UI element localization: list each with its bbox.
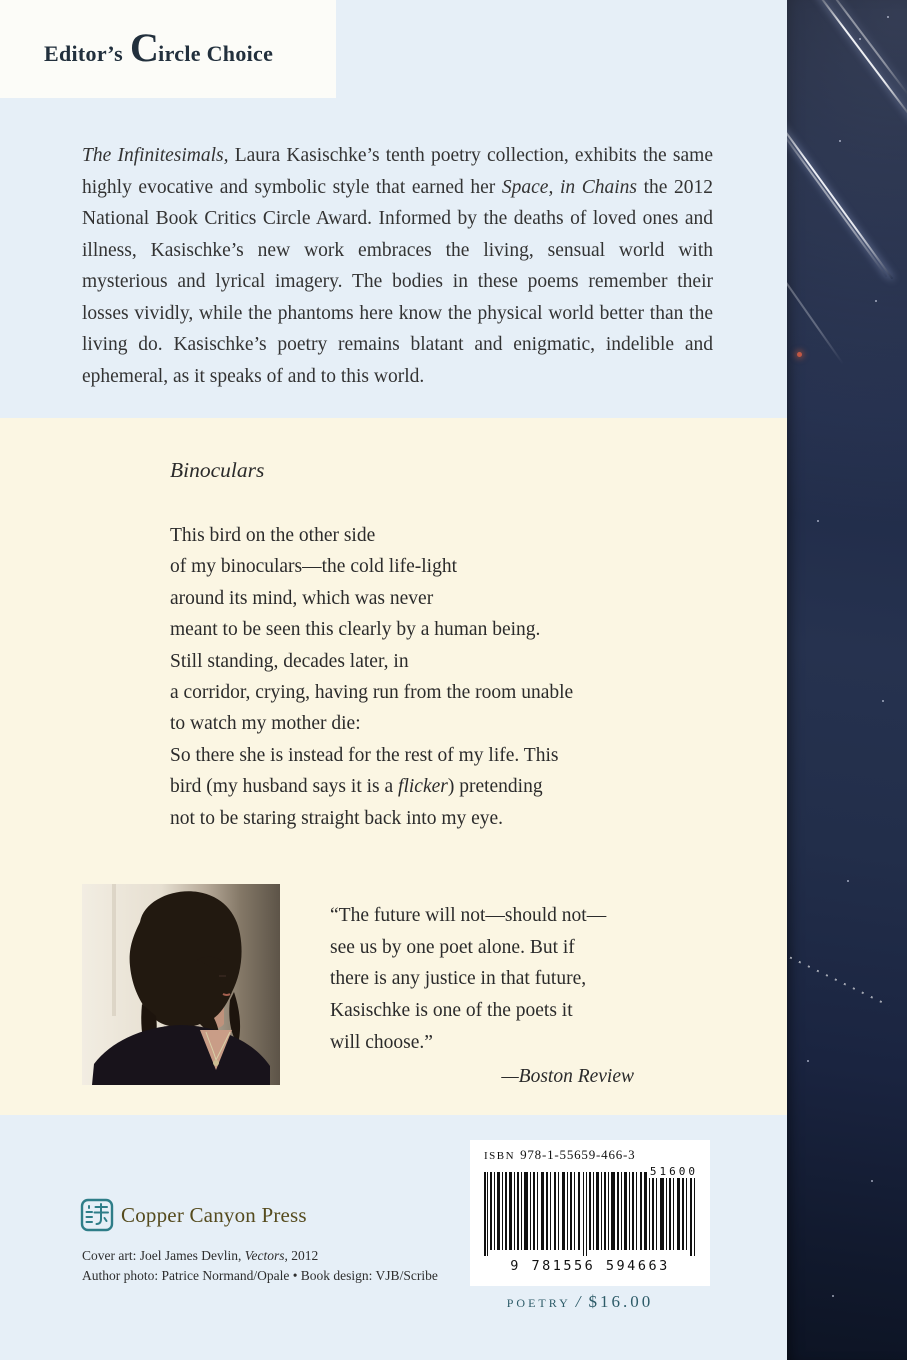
poem-section xyxy=(0,418,787,1115)
badge-big-c: C xyxy=(129,24,160,70)
book-blurb xyxy=(82,140,713,392)
poem-line: around its mind, which was never xyxy=(170,587,434,609)
price-separator: / xyxy=(575,1292,584,1311)
poem-line-italic: flicker xyxy=(398,776,448,798)
review-quote xyxy=(330,900,652,1092)
press-seal-icon xyxy=(80,1198,114,1232)
poem-line: to watch my mother die: xyxy=(170,713,361,735)
publisher xyxy=(80,1198,307,1232)
isbn-value: 978-1-55659-466-3 xyxy=(520,1147,636,1162)
quote-line: “The future will not—should not— xyxy=(330,905,607,926)
credit-line-photo-design: Author photo: Patrice Normand/Opale • Book design: VJB/Scribe xyxy=(82,1267,438,1283)
isbn-line xyxy=(470,1140,710,1163)
badge-word-2: ircle Choice xyxy=(158,40,274,66)
poem-line: of my binoculars—the cold life-light xyxy=(170,556,458,578)
quote-line: there is any justice in that future, xyxy=(330,968,587,990)
blurb-award-italic: Space, in Chains xyxy=(501,176,637,198)
star-dot xyxy=(832,1295,834,1297)
star-dot xyxy=(882,700,884,702)
editors-circle-badge xyxy=(0,0,336,98)
credit-line-cover-art xyxy=(82,1246,438,1266)
dotted-light-trail xyxy=(787,952,889,1006)
star-dot xyxy=(859,38,861,40)
barcode-number: 9 781556 594663 xyxy=(510,1258,670,1274)
poem-title: Binoculars xyxy=(170,458,265,482)
night-sky-strip xyxy=(787,0,907,1360)
star-dot xyxy=(875,300,877,302)
poem-line-segment: bird (my husband says it is a xyxy=(170,776,399,798)
blurb-title-italic: The Infinitesimals, xyxy=(82,145,229,166)
poem-line: This bird on the other side xyxy=(170,525,376,546)
poem-body xyxy=(170,520,573,834)
poem-line: Still standing, decades later, in xyxy=(170,650,409,672)
quote-line: Kasischke is one of the poets it xyxy=(330,1000,573,1022)
top-section xyxy=(0,0,787,418)
poem-line: not to be staring straight back into my eye. xyxy=(170,807,504,829)
poem-line: a corridor, crying, having run from the room unable xyxy=(170,682,574,704)
light-streak xyxy=(812,0,907,123)
isbn-label: ISBN xyxy=(484,1150,516,1162)
quote-attribution: —Boston Review xyxy=(501,1065,634,1087)
quote-line: will choose.” xyxy=(330,1031,433,1053)
star-dot xyxy=(817,520,819,522)
star-dot xyxy=(839,140,841,142)
poem-line: So there she is instead for the rest of my life. This xyxy=(170,744,559,766)
category-label: poetry xyxy=(506,1292,571,1311)
author-photo xyxy=(82,884,280,1085)
blurb-segment: Laura Kasischke’s tenth poetry collection, exhibits the same highly evocative and symbolic style that earned her xyxy=(82,145,713,198)
credits xyxy=(82,1246,438,1285)
badge-word-1: Editor’s xyxy=(44,40,123,66)
red-light-dot xyxy=(797,352,802,357)
poem-line xyxy=(170,771,573,802)
category-price xyxy=(460,1292,700,1312)
quote-line: see us by one poet alone. But if xyxy=(330,936,575,958)
star-dot xyxy=(871,1180,873,1182)
light-streak xyxy=(787,240,844,364)
star-dot xyxy=(847,880,849,882)
author-photo-image xyxy=(82,884,280,1085)
poem-line-segment: ) pretending xyxy=(447,776,543,798)
credit-segment: Cover art: Joel James Devlin, xyxy=(82,1248,245,1263)
credit-artwork-title: Vectors xyxy=(244,1248,285,1263)
barcode-price-code: 51600 xyxy=(649,1165,698,1178)
barcode-lines xyxy=(484,1172,696,1256)
bottom-section xyxy=(0,1115,787,1360)
star-dot xyxy=(887,16,889,18)
light-streak xyxy=(787,108,893,279)
star-dot xyxy=(807,1060,809,1062)
price-value: $16.00 xyxy=(588,1292,654,1311)
credit-segment: , 2012 xyxy=(284,1248,319,1263)
poem-line: meant to be seen this clearly by a human being. xyxy=(170,619,541,641)
blurb-segment: the 2012 National Book Critics Circle Award. Informed by the deaths of loved ones and illness, Kasischke’s new work embraces the living, sensual world with mysterious and lyrical imagery. The bodies in these poems remember their losses vividly, while the phantoms here know the physical world better than the living do. Kasischke’s poetry remains blatant and enigmatic, indelible and ephemeral, as it speaks of and to this world. xyxy=(82,176,713,387)
barcode xyxy=(470,1140,710,1286)
badge-text xyxy=(44,24,274,70)
publisher-name: Copper Canyon Press xyxy=(121,1202,307,1227)
